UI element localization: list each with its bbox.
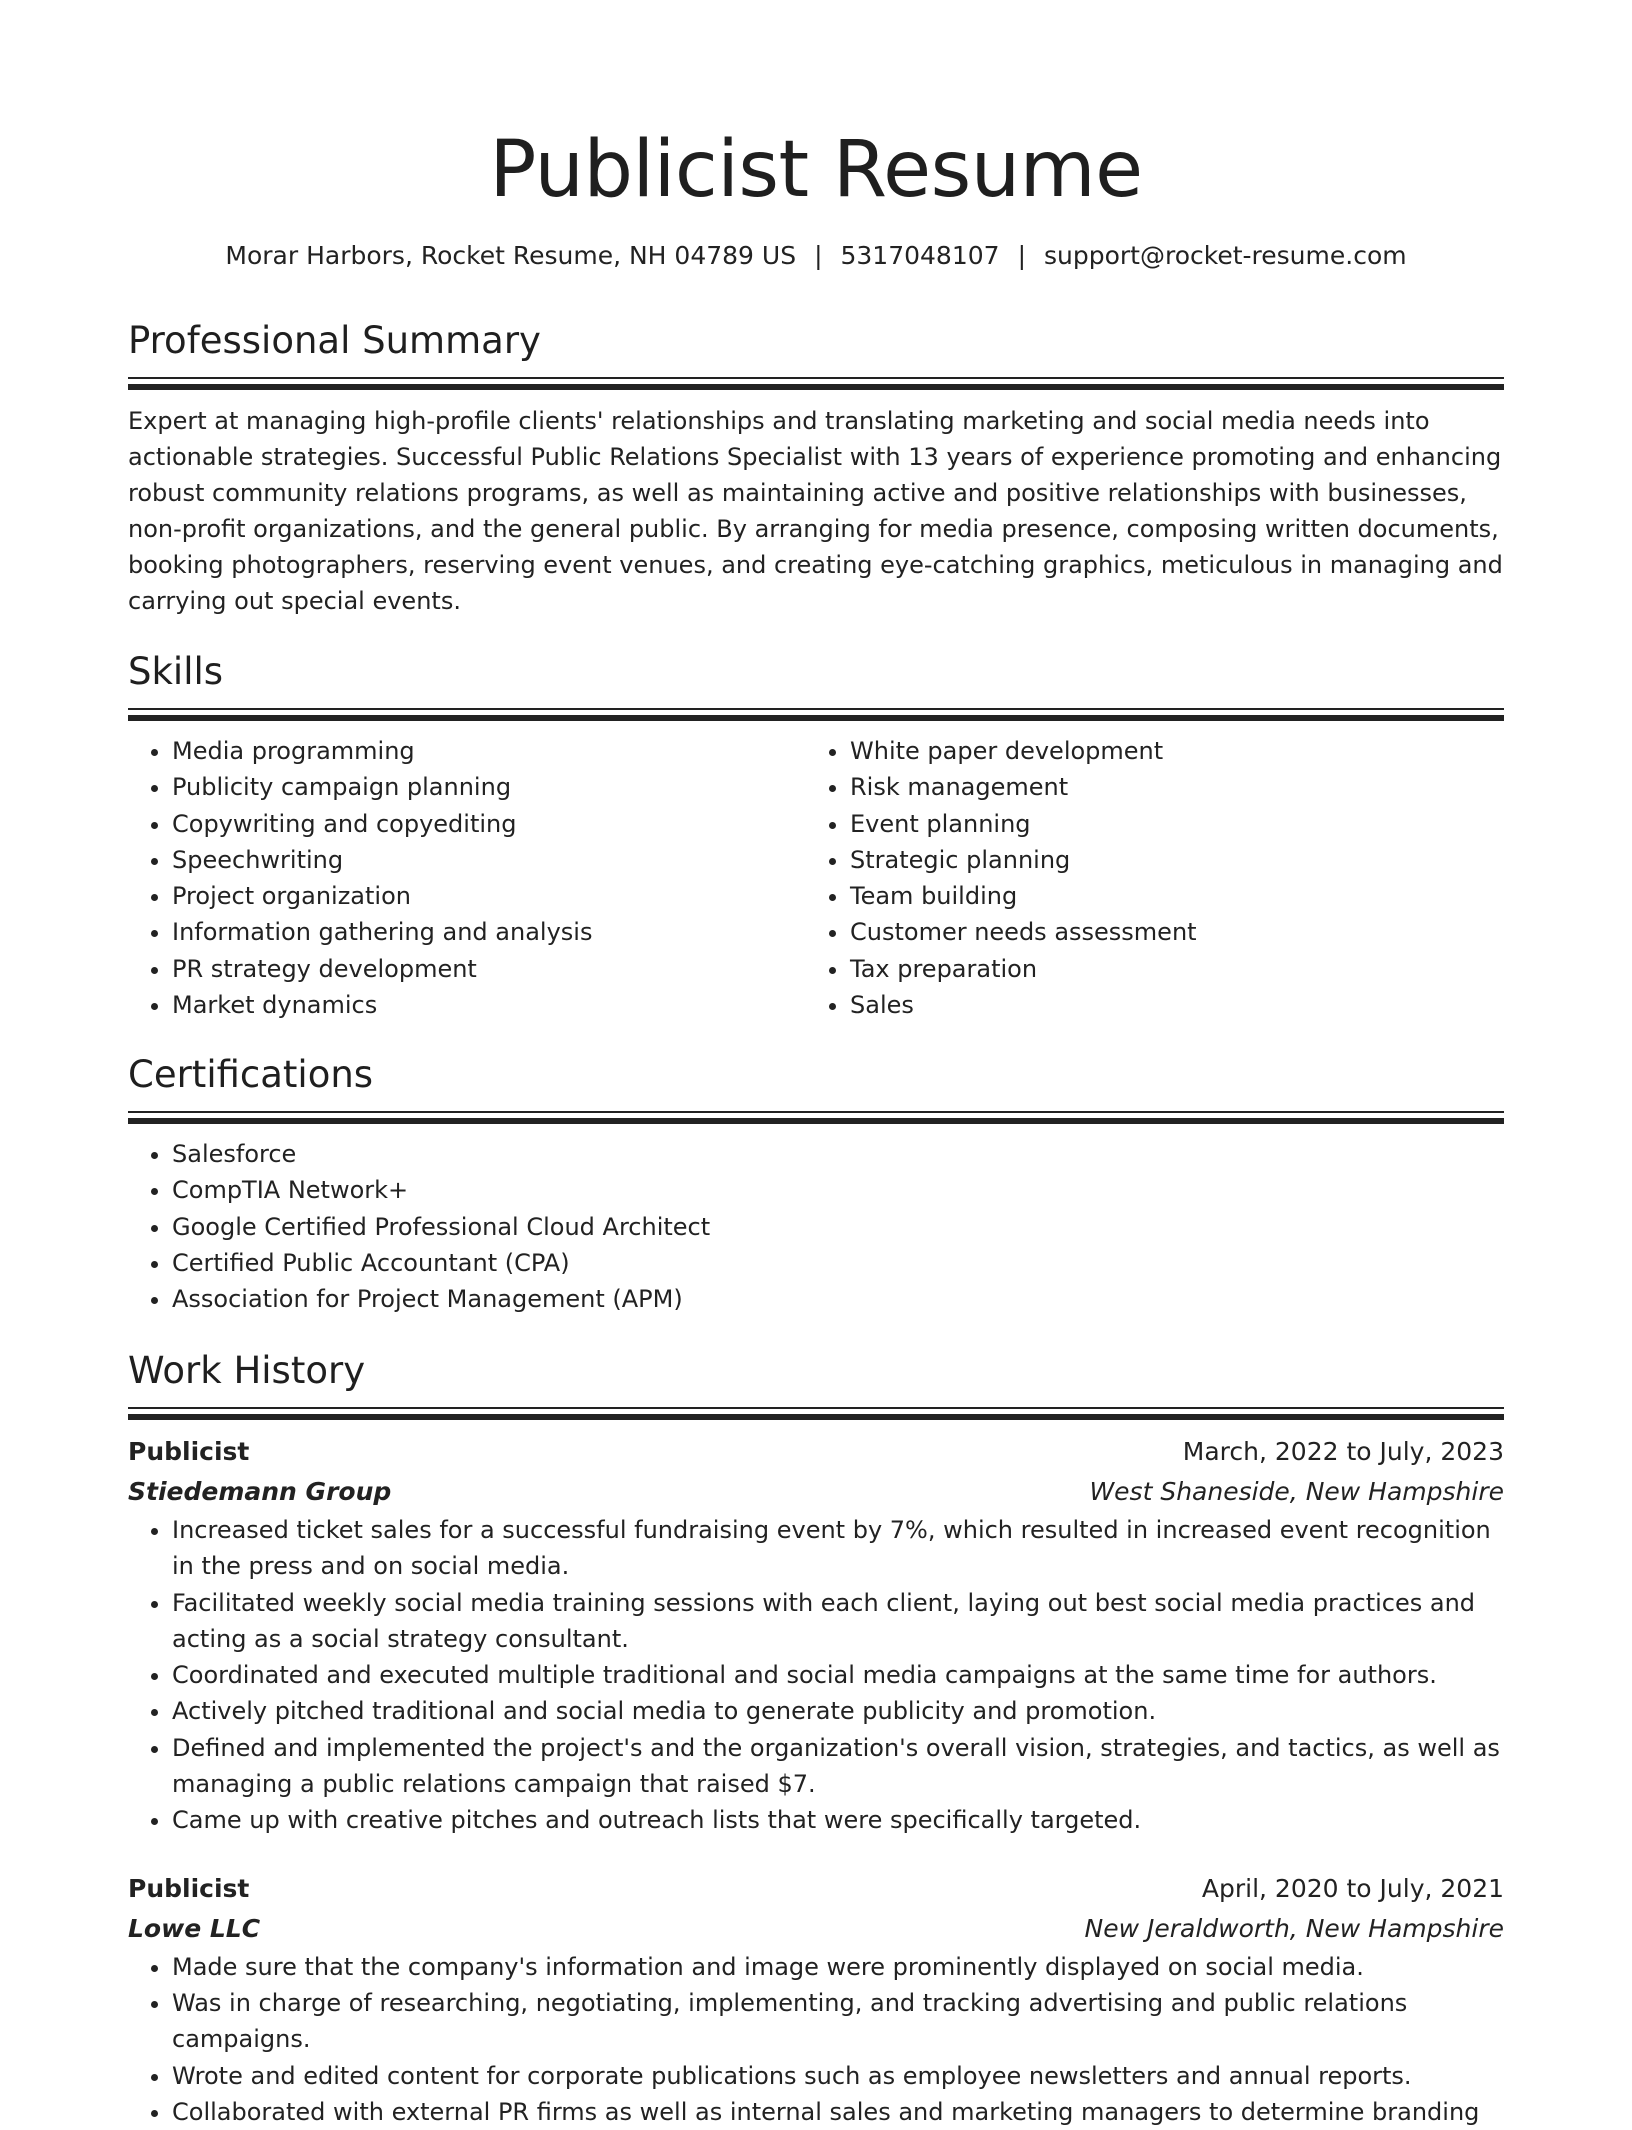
job-location: West Shaneside, New Hampshire xyxy=(1089,1477,1504,1506)
contact-address: Morar Harbors, Rocket Resume, NH 04789 US xyxy=(225,241,797,270)
skill-item: • Tax preparation xyxy=(850,951,1484,987)
section-divider xyxy=(128,1118,1504,1124)
skill-item: • Sales xyxy=(850,987,1484,1023)
job-bullet: • Was in charge of researching, negotiating, implementing, and tracking advertising and public relations campaigns. xyxy=(172,1985,1504,2058)
job-bullet: • Defined and implemented the project's and the organization's overall vision, strategies, and tactics, as well as managing a public relations campaign that raised $7. xyxy=(172,1730,1504,1803)
skill-item: • Market dynamics xyxy=(172,987,806,1023)
job-bullet: • Facilitated weekly social media training sessions with each client, laying out best social media practices and acting as a social strategy consultant. xyxy=(172,1585,1504,1658)
summary-text: Expert at managing high-profile clients' relationships and translating marketing and social media needs into actionable strategies. Successful Public Relations Specialist with 13 years of experience promoting and enhancing robust community relations programs, as well as maintaining active and positive relationships with businesses, non-profit organizations, and the general public. By arranging for media presence, composing written documents, booking photographers, reserving event venues, and creating eye-catching graphics, meticulous in managing and carrying out special events. xyxy=(128,407,1503,615)
section-divider xyxy=(128,377,1504,379)
section-heading: Certifications xyxy=(128,1053,374,1096)
job-company: Stiedemann Group xyxy=(128,1477,392,1506)
section-heading: Skills xyxy=(128,650,224,693)
job-company: Lowe LLC xyxy=(128,1913,261,1943)
job-dates: March, 2022 to July, 2023 xyxy=(1182,1437,1504,1466)
job-header-row xyxy=(128,1432,1504,1472)
certifications-section xyxy=(128,1049,1504,1317)
skills-column-left xyxy=(128,733,806,1023)
skill-item: • Event planning xyxy=(850,806,1484,842)
job-title: Publicist xyxy=(128,1873,250,1903)
certification-item: • Certified Public Accountant (CPA) xyxy=(172,1245,1504,1281)
section-divider xyxy=(128,1407,1504,1409)
job-bullet: • Made sure that the company's information and image were prominently displayed on social media. xyxy=(172,1949,1504,1985)
skill-item: • Publicity campaign planning xyxy=(172,769,806,805)
section-heading: Work History xyxy=(128,1349,366,1392)
contact-phone: 5317048107 xyxy=(840,241,1000,270)
job-bullet: • Wrote and edited content for corporate publications such as employee newsletters and annual reports. xyxy=(172,2058,1504,2094)
job-bullet: • Came up with creative pitches and outreach lists that were specifically targeted. xyxy=(172,1802,1504,1838)
certification-item: • Google Certified Professional Cloud Architect xyxy=(172,1209,1504,1245)
job-bullet: • Collaborated with external PR firms as well as internal sales and marketing managers to determine branding xyxy=(172,2094,1504,2130)
skill-item: • Information gathering and analysis xyxy=(172,914,806,950)
section-divider xyxy=(128,1414,1504,1420)
skill-item: • Project organization xyxy=(172,878,806,914)
contact-separator: | xyxy=(1017,241,1026,270)
skill-item: • PR strategy development xyxy=(172,951,806,987)
job-bullet: • Coordinated and executed multiple traditional and social media campaigns at the same time for authors. xyxy=(172,1657,1504,1693)
skills-section xyxy=(128,646,1504,1023)
section-divider xyxy=(128,708,1504,710)
certification-item: • Association for Project Management (APM) xyxy=(172,1281,1504,1317)
contact-separator: | xyxy=(814,241,823,270)
skill-item: • Copywriting and copyediting xyxy=(172,806,806,842)
job-header-row xyxy=(128,1869,1504,1909)
skill-item: • White paper development xyxy=(850,733,1484,769)
skill-item: • Speechwriting xyxy=(172,842,806,878)
job-dates: April, 2020 to July, 2021 xyxy=(1201,1873,1504,1903)
resume-title: Publicist Resume xyxy=(489,125,1143,215)
job-entry xyxy=(128,1432,1504,1839)
work-history-section xyxy=(128,1345,1504,2130)
skills-columns xyxy=(128,733,1504,1023)
skill-item: • Media programming xyxy=(172,733,806,769)
summary-section xyxy=(128,315,1504,619)
section-divider xyxy=(128,715,1504,721)
job-bullet: • Actively pitched traditional and social media to generate publicity and promotion. xyxy=(172,1693,1504,1729)
job-subheader-row xyxy=(128,1909,1504,1949)
job-entry xyxy=(128,1869,1504,2130)
contact-line xyxy=(128,238,1504,274)
contact-email: support@rocket-resume.com xyxy=(1044,241,1407,270)
certification-item: • Salesforce xyxy=(172,1136,1504,1172)
section-divider xyxy=(128,384,1504,390)
skill-item: • Risk management xyxy=(850,769,1484,805)
job-location: New Jeraldworth, New Hampshire xyxy=(1084,1913,1504,1943)
job-title: Publicist xyxy=(128,1437,250,1466)
section-divider xyxy=(128,1111,1504,1113)
skill-item: • Customer needs assessment xyxy=(850,914,1484,950)
job-bullet: • Increased ticket sales for a successful fundraising event by 7%, which resulted in increased event recognition in the press and on social media. xyxy=(172,1512,1504,1585)
job-subheader-row xyxy=(128,1472,1504,1512)
section-heading: Professional Summary xyxy=(128,319,541,362)
certification-item: • CompTIA Network+ xyxy=(172,1172,1504,1208)
skills-column-right xyxy=(806,733,1484,1023)
skill-item: • Strategic planning xyxy=(850,842,1484,878)
skill-item: • Team building xyxy=(850,878,1484,914)
